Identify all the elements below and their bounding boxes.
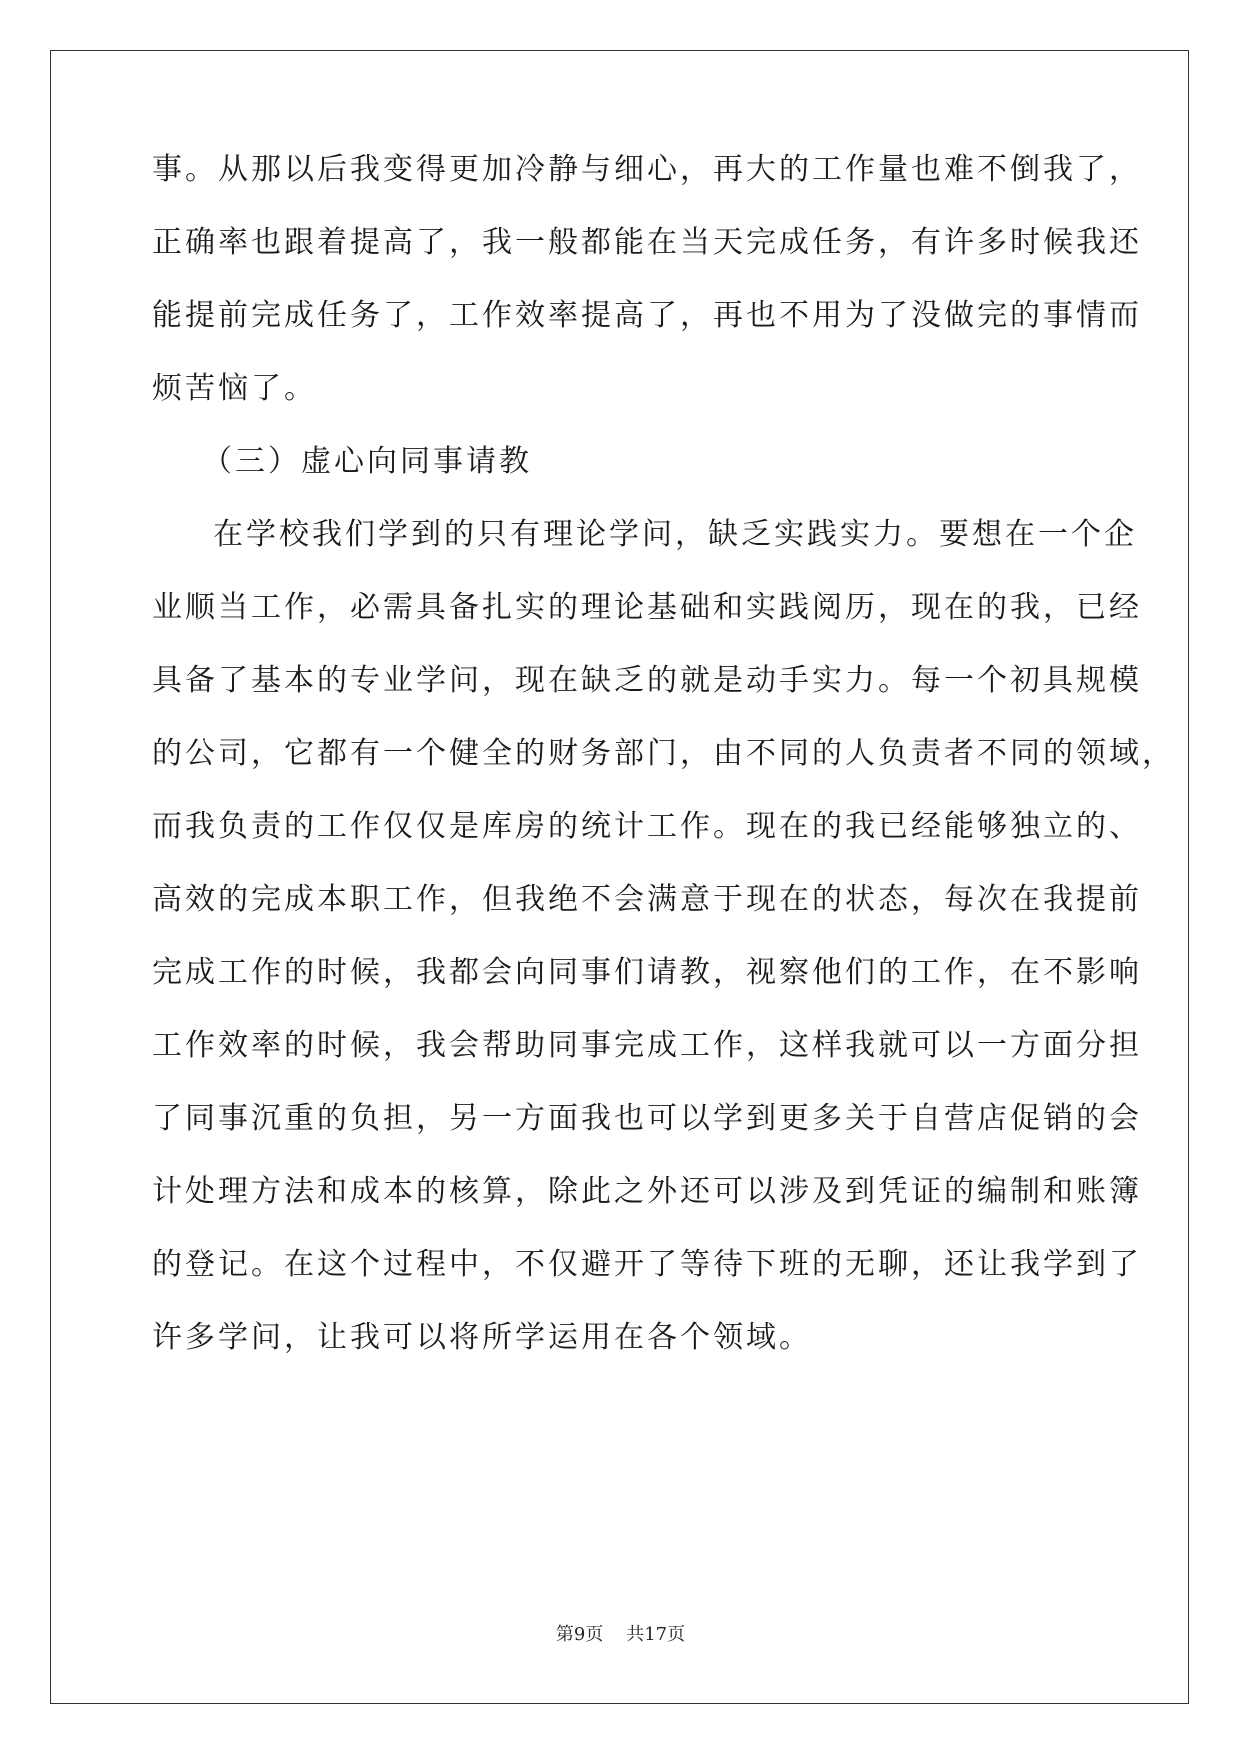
- text-line: 高效的完成本职工作，但我绝不会满意于现在的状态，每次在我提前: [152, 882, 1142, 917]
- text-line: 而我负责的工作仅仅是库房的统计工作。现在的我已经能够独立的、: [152, 809, 1142, 844]
- page-total: 共17页: [626, 1624, 686, 1645]
- text-line: 在学校我们学到的只有理论学问，缺乏实践实力。要想在一个企: [213, 517, 1137, 552]
- text-line: 能提前完成任务了，工作效率提高了，再也不用为了没做完的事情而: [152, 298, 1142, 333]
- page-footer: [0, 1620, 1241, 1646]
- text-line: 业顺当工作，必需具备扎实的理论基础和实践阅历，现在的我，已经: [152, 590, 1142, 625]
- text-line: 具备了基本的专业学问，现在缺乏的就是动手实力。每一个初具规模: [152, 663, 1142, 698]
- text-line: 正确率也跟着提高了，我一般都能在当天完成任务，有许多时候我还: [152, 225, 1142, 260]
- page-number: 第9页: [555, 1624, 604, 1645]
- text-line: 许多学问，让我可以将所学运用在各个领域。: [152, 1320, 812, 1355]
- text-line: 的登记。在这个过程中，不仅避开了等待下班的无聊，还让我学到了: [152, 1247, 1142, 1282]
- text-line: 了同事沉重的负担，另一方面我也可以学到更多关于自营店促销的会: [152, 1101, 1142, 1136]
- text-line: 事。从那以后我变得更加冷静与细心，再大的工作量也难不倒我了，: [152, 152, 1142, 187]
- text-line: 完成工作的时候，我都会向同事们请教，视察他们的工作，在不影响: [152, 955, 1142, 990]
- text-line: 工作效率的时候，我会帮助同事完成工作，这样我就可以一方面分担: [152, 1028, 1142, 1063]
- text-line: 计处理方法和成本的核算，除此之外还可以涉及到凭证的编制和账簿: [152, 1174, 1142, 1209]
- section-heading: （三）虚心向同事请教: [202, 444, 532, 479]
- text-line: 烦苦恼了。: [152, 371, 317, 406]
- text-line: 的公司，它都有一个健全的财务部门，由不同的人负责者不同的领域，: [152, 736, 1175, 771]
